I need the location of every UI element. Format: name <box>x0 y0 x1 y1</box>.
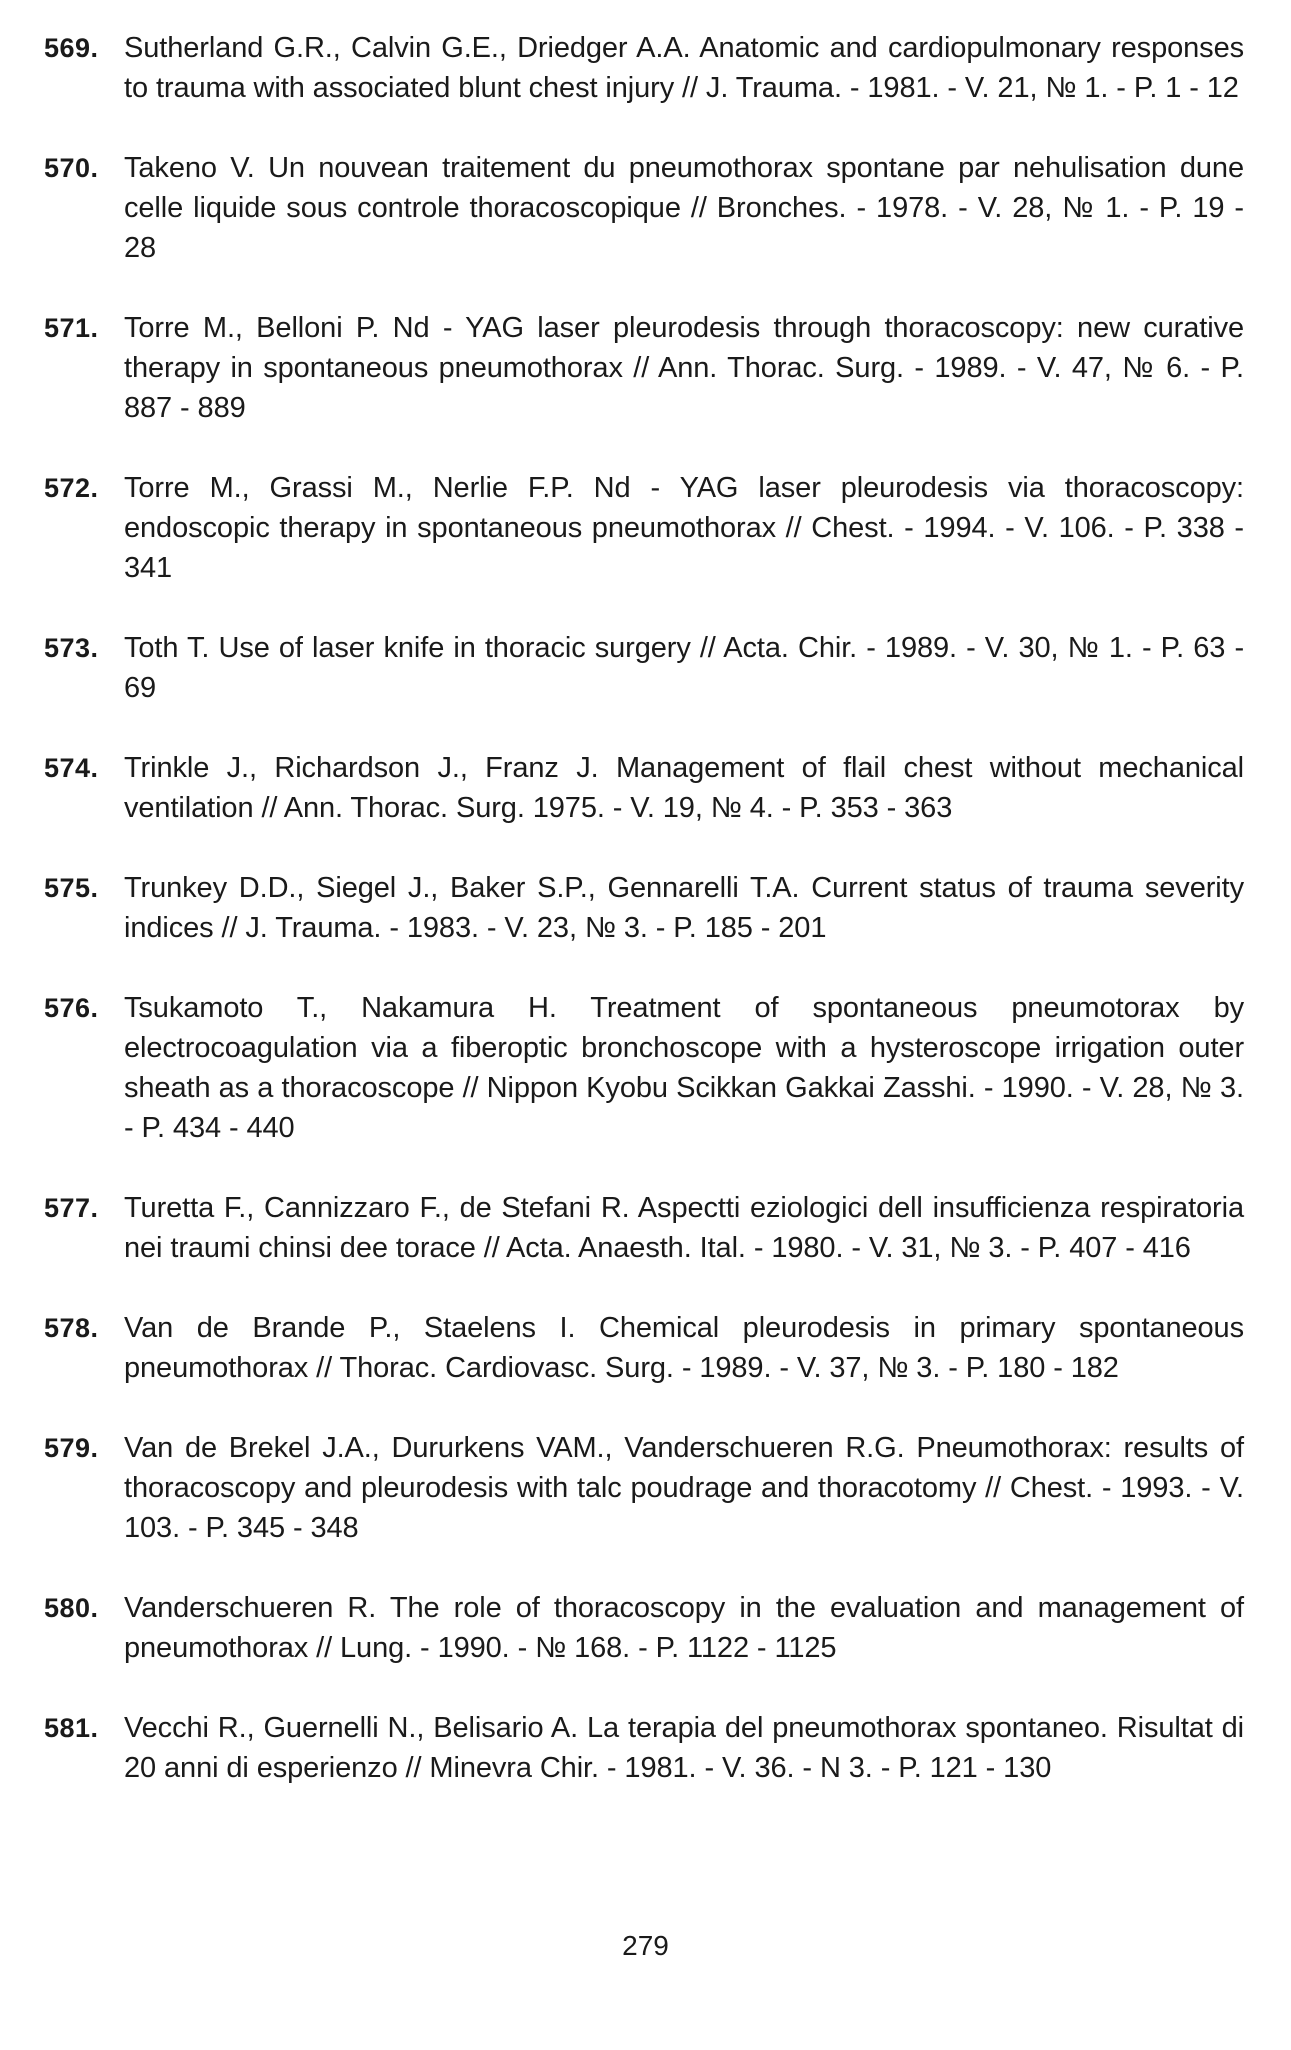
reference-text: Vanderschueren R. The role of thoracoscopy in the evaluation and management of pneumothorax // Lung. - 1990. - № 168. - P. 1122 - 1125 <box>124 1592 1244 1664</box>
reference-item-581 <box>44 1708 1244 1788</box>
reference-text: Trunkey D.D., Siegel J., Baker S.P., Gennarelli T.A. Current status of trauma severity indices // J. Trauma. - 1983. - V. 23, № 3. - P. 185 - 201 <box>124 872 1244 944</box>
reference-number: 569. <box>44 33 99 63</box>
reference-text: Sutherland G.R., Calvin G.E., Driedger A.A. Anatomic and cardiopulmonary responses to trauma with associated blunt chest injury // J. Trauma. - 1981. - V. 21, № 1. - P. 1 - 12 <box>124 32 1244 104</box>
reference-item-571 <box>44 308 1244 428</box>
reference-item-570 <box>44 148 1244 268</box>
reference-number: 575. <box>44 873 99 903</box>
reference-number: 577. <box>44 1193 99 1223</box>
reference-text: Torre M., Grassi M., Nerlie F.P. Nd - YAG laser pleurodesis via thoracoscopy: endoscopic therapy in spontaneous pneumothorax // Chest. - 1994. - V. 106. - P. 338 - 341 <box>124 472 1244 584</box>
reference-item-573 <box>44 628 1244 708</box>
reference-text: Turetta F., Cannizzaro F., de Stefani R. Aspectti eziologici dell insufficienza respiratoria nei traumi chinsi dee torace // Acta. Anaesth. Ital. - 1980. - V. 31, № 3. - P. 407 - 416 <box>124 1192 1244 1264</box>
reference-number: 574. <box>44 753 99 783</box>
reference-number: 573. <box>44 633 99 663</box>
reference-number: 578. <box>44 1313 99 1343</box>
reference-item-569 <box>44 28 1244 108</box>
reference-number: 571. <box>44 313 99 343</box>
page-number: 279 <box>622 1930 669 1961</box>
reference-number: 570. <box>44 153 99 183</box>
reference-item-574 <box>44 748 1244 828</box>
reference-item-572 <box>44 468 1244 588</box>
reference-number: 576. <box>44 993 99 1023</box>
reference-text: Takeno V. Un nouvean traitement du pneumothorax spontane par nehulisation dune celle liquide sous controle thoracoscopique // Bronches. - 1978. - V. 28, № 1. - P. 19 - 28 <box>124 152 1244 264</box>
reference-item-576 <box>44 988 1244 1148</box>
reference-number: 581. <box>44 1713 99 1743</box>
reference-text: Vecchi R., Guernelli N., Belisario A. La terapia del pneumothorax spontaneo. Risultat di 20 anni di esperienzo // Minevra Chir. - 1981. - V. 36. - N 3. - P. 121 - 130 <box>124 1712 1244 1784</box>
reference-text: Toth T. Use of laser knife in thoracic surgery // Acta. Chir. - 1989. - V. 30, № 1. - P. 63 - 69 <box>124 632 1244 704</box>
reference-text: Van de Brande P., Staelens I. Chemical pleurodesis in primary spontaneous pneumothorax // Thorac. Cardiovasc. Surg. - 1989. - V. 37, № 3. - P. 180 - 182 <box>124 1312 1244 1384</box>
reference-text: Torre M., Belloni P. Nd - YAG laser pleurodesis through thoracoscopy: new curative therapy in spontaneous pneumothorax // Ann. Thorac. Surg. - 1989. - V. 47, № 6. - P. 887 - 889 <box>124 312 1244 424</box>
reference-number: 572. <box>44 473 99 503</box>
reference-item-577 <box>44 1188 1244 1268</box>
reference-text: Van de Brekel J.A., Dururkens VAM., Vanderschueren R.G. Pneumothorax: results of thoracoscopy and pleurodesis with talc poudrage and thoracotomy // Chest. - 1993. - V. 103. - P. 345 - 348 <box>124 1432 1244 1544</box>
reference-item-575 <box>44 868 1244 948</box>
reference-item-580 <box>44 1588 1244 1668</box>
reference-number: 579. <box>44 1433 99 1463</box>
reference-text: Trinkle J., Richardson J., Franz J. Management of flail chest without mechanical ventilation // Ann. Thorac. Surg. 1975. - V. 19, № 4. - P. 353 - 363 <box>124 752 1244 824</box>
reference-item-579 <box>44 1428 1244 1548</box>
reference-text: Tsukamoto T., Nakamura H. Treatment of spontaneous pneumotorax by electrocoagulation via a fiberoptic bronchoscope with a hysteroscope irrigation outer sheath as a thoracoscope // Nippon Kyobu Scikkan Gakkai Zasshi. - 1990. - V. 28, № 3. - P. 434 - 440 <box>124 992 1244 1144</box>
reference-list <box>44 28 1244 1788</box>
reference-number: 580. <box>44 1593 99 1623</box>
reference-item-578 <box>44 1308 1244 1388</box>
